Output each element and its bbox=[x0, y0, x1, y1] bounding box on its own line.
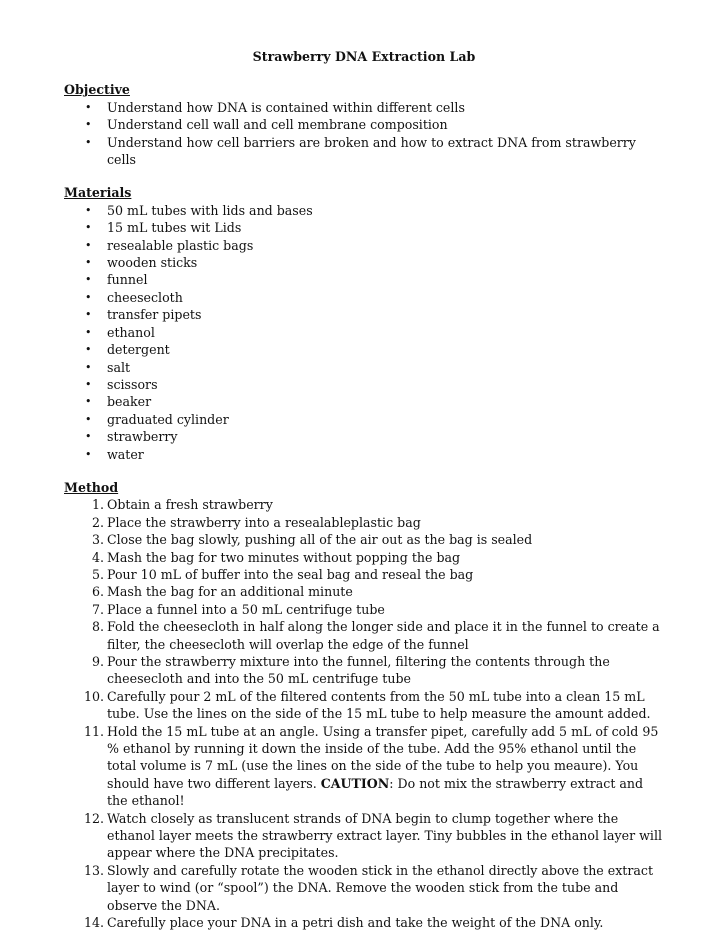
step-text: Fold the cheesecloth in half along the longer side and place it in the funnel to create a filter, the cheesecloth will overlap the edge of the funnel bbox=[107, 619, 660, 652]
list-item-text: transfer pipets bbox=[107, 307, 202, 323]
bullet-icon: • bbox=[85, 308, 92, 322]
method-step bbox=[64, 496, 664, 513]
list-item bbox=[64, 359, 664, 376]
step-text: Pour 10 mL of buffer into the seal bag and reseal the bag bbox=[107, 566, 474, 582]
list-item bbox=[64, 237, 664, 254]
list-item bbox=[64, 393, 664, 410]
list-item-text: Understand cell wall and cell membrane composition bbox=[107, 117, 448, 133]
method-step bbox=[64, 618, 664, 653]
caution-label: CAUTION bbox=[320, 775, 390, 791]
list-item bbox=[64, 116, 664, 133]
materials-list bbox=[64, 202, 664, 463]
document-page bbox=[64, 48, 664, 948]
method-step bbox=[64, 549, 664, 566]
list-item-text: scissors bbox=[107, 376, 158, 392]
materials-heading: Materials bbox=[64, 185, 132, 201]
method-step bbox=[64, 583, 664, 600]
bullet-icon: • bbox=[85, 221, 92, 235]
step-number: 4. bbox=[91, 549, 104, 565]
list-item-text: graduated cylinder bbox=[107, 411, 229, 427]
bullet-icon: • bbox=[85, 273, 92, 287]
list-item bbox=[64, 289, 664, 306]
bullet-icon: • bbox=[85, 238, 92, 252]
step-number: 1. bbox=[91, 497, 104, 513]
step-text: Watch closely as translucent strands of DNA begin to clump together where the ethanol layer meets the strawberry extract layer. Tiny bubbles in the ethanol layer will appear where the DNA precipitates. bbox=[107, 810, 663, 861]
list-item-text: water bbox=[107, 446, 144, 462]
list-item-text: 50 mL tubes with lids and bases bbox=[107, 202, 313, 218]
step-number: 7. bbox=[91, 601, 104, 617]
step-number: 13. bbox=[83, 862, 104, 878]
list-item-text: Understand how cell barriers are broken and how to extract DNA from strawberry cells bbox=[107, 134, 636, 168]
list-item-text: beaker bbox=[107, 394, 152, 410]
page-title: Strawberry DNA Extraction Lab bbox=[252, 49, 476, 64]
list-item-text: ethanol bbox=[107, 324, 155, 340]
method-step bbox=[64, 601, 664, 618]
method-section bbox=[64, 479, 664, 932]
method-heading: Method bbox=[64, 479, 119, 495]
list-item bbox=[64, 134, 664, 169]
list-item-text: salt bbox=[107, 359, 131, 375]
list-item bbox=[64, 341, 664, 358]
step-text: Mash the bag for two minutes without popping the bag bbox=[107, 549, 461, 565]
method-step bbox=[64, 810, 664, 862]
list-item bbox=[64, 99, 664, 116]
bullet-icon: • bbox=[85, 343, 92, 357]
bullet-icon: • bbox=[85, 447, 92, 461]
list-item bbox=[64, 271, 664, 288]
materials-section bbox=[64, 184, 664, 463]
bullet-icon: • bbox=[85, 377, 92, 391]
method-step bbox=[64, 862, 664, 914]
list-item-text: funnel bbox=[107, 272, 148, 288]
step-text: Close the bag slowly, pushing all of the air out as the bag is sealed bbox=[107, 532, 533, 548]
bullet-icon: • bbox=[85, 430, 92, 444]
list-item-text: Understand how DNA is contained within different cells bbox=[107, 99, 465, 115]
list-item bbox=[64, 411, 664, 428]
list-item-text: cheesecloth bbox=[107, 289, 183, 305]
step-number: 10. bbox=[83, 688, 104, 704]
step-number: 8. bbox=[91, 619, 104, 635]
step-text: Carefully pour 2 mL of the filtered contents from the 50 mL tube into a clean 15 mL tube. Use the lines on the side of the 15 mL tube to help measure the amount added. bbox=[107, 688, 651, 722]
step-text: Pour the strawberry mixture into the funnel, filtering the contents through the cheesecloth and into the 50 mL centrifuge tube bbox=[107, 654, 610, 687]
list-item-text: strawberry bbox=[107, 429, 178, 445]
list-item-text: 15 mL tubes wit Lids bbox=[107, 220, 242, 236]
method-step bbox=[64, 653, 664, 688]
bullet-icon: • bbox=[85, 118, 92, 132]
bullet-icon: • bbox=[85, 203, 92, 217]
step-text: Hold the 15 mL tube at an angle. Using a transfer pipet, carefully add 5 mL of cold 95 % ethanol by running it down the inside of the tube. Add the 95% ethanol until the total volume is 7 mL (use the lines on the side of the tube to help you meaure). You should have two different layers. bbox=[107, 723, 659, 791]
step-text: Obtain a fresh strawberry bbox=[107, 497, 273, 513]
step-text: Mash the bag for an additional minute bbox=[107, 584, 353, 600]
bullet-icon: • bbox=[85, 412, 92, 426]
list-item bbox=[64, 376, 664, 393]
objective-section bbox=[64, 81, 664, 168]
method-step bbox=[64, 688, 664, 723]
bullet-icon: • bbox=[85, 135, 92, 149]
bullet-icon: • bbox=[85, 360, 92, 374]
method-step bbox=[64, 531, 664, 548]
method-steps bbox=[64, 496, 664, 931]
bullet-icon: • bbox=[85, 290, 92, 304]
list-item bbox=[64, 324, 664, 341]
step-number: 2. bbox=[91, 514, 104, 530]
step-text: Slowly and carefully rotate the wooden stick in the ethanol directly above the extract layer to wind (or “spool”) the DNA. Remove the wooden stick from the tube and observe the DNA. bbox=[107, 862, 654, 913]
list-item bbox=[64, 202, 664, 219]
step-number: 5. bbox=[91, 566, 104, 582]
bullet-icon: • bbox=[85, 100, 92, 114]
list-item-text: wooden sticks bbox=[107, 255, 198, 271]
step-number: 9. bbox=[91, 654, 104, 669]
list-item-text: detergent bbox=[107, 342, 170, 358]
method-step bbox=[64, 914, 664, 931]
step-number: 11. bbox=[83, 723, 104, 739]
bullet-icon: • bbox=[85, 395, 92, 409]
step-text: Place the strawberry into a resealableplastic bag bbox=[107, 514, 421, 530]
step-number: 6. bbox=[91, 584, 104, 600]
list-item bbox=[64, 428, 664, 445]
method-step bbox=[64, 723, 664, 810]
method-step bbox=[64, 514, 664, 531]
list-item-text: resealable plastic bags bbox=[107, 237, 254, 253]
bullet-icon: • bbox=[85, 256, 92, 270]
step-text: Place a funnel into a 50 mL centrifuge tube bbox=[107, 601, 385, 617]
step-number: 12. bbox=[83, 810, 104, 826]
step-text: Carefully place your DNA in a petri dish and take the weight of the DNA only. bbox=[107, 915, 604, 931]
list-item bbox=[64, 254, 664, 271]
objective-list bbox=[64, 99, 664, 169]
list-item bbox=[64, 446, 664, 463]
bullet-icon: • bbox=[85, 325, 92, 339]
step-number: 14. bbox=[83, 915, 104, 931]
list-item bbox=[64, 219, 664, 236]
caution-text: : Do not mix the strawberry extract and the ethanol! bbox=[107, 775, 644, 809]
objective-heading: Objective bbox=[64, 82, 130, 98]
method-step bbox=[64, 566, 664, 583]
list-item bbox=[64, 306, 664, 323]
step-number: 3. bbox=[91, 532, 104, 548]
